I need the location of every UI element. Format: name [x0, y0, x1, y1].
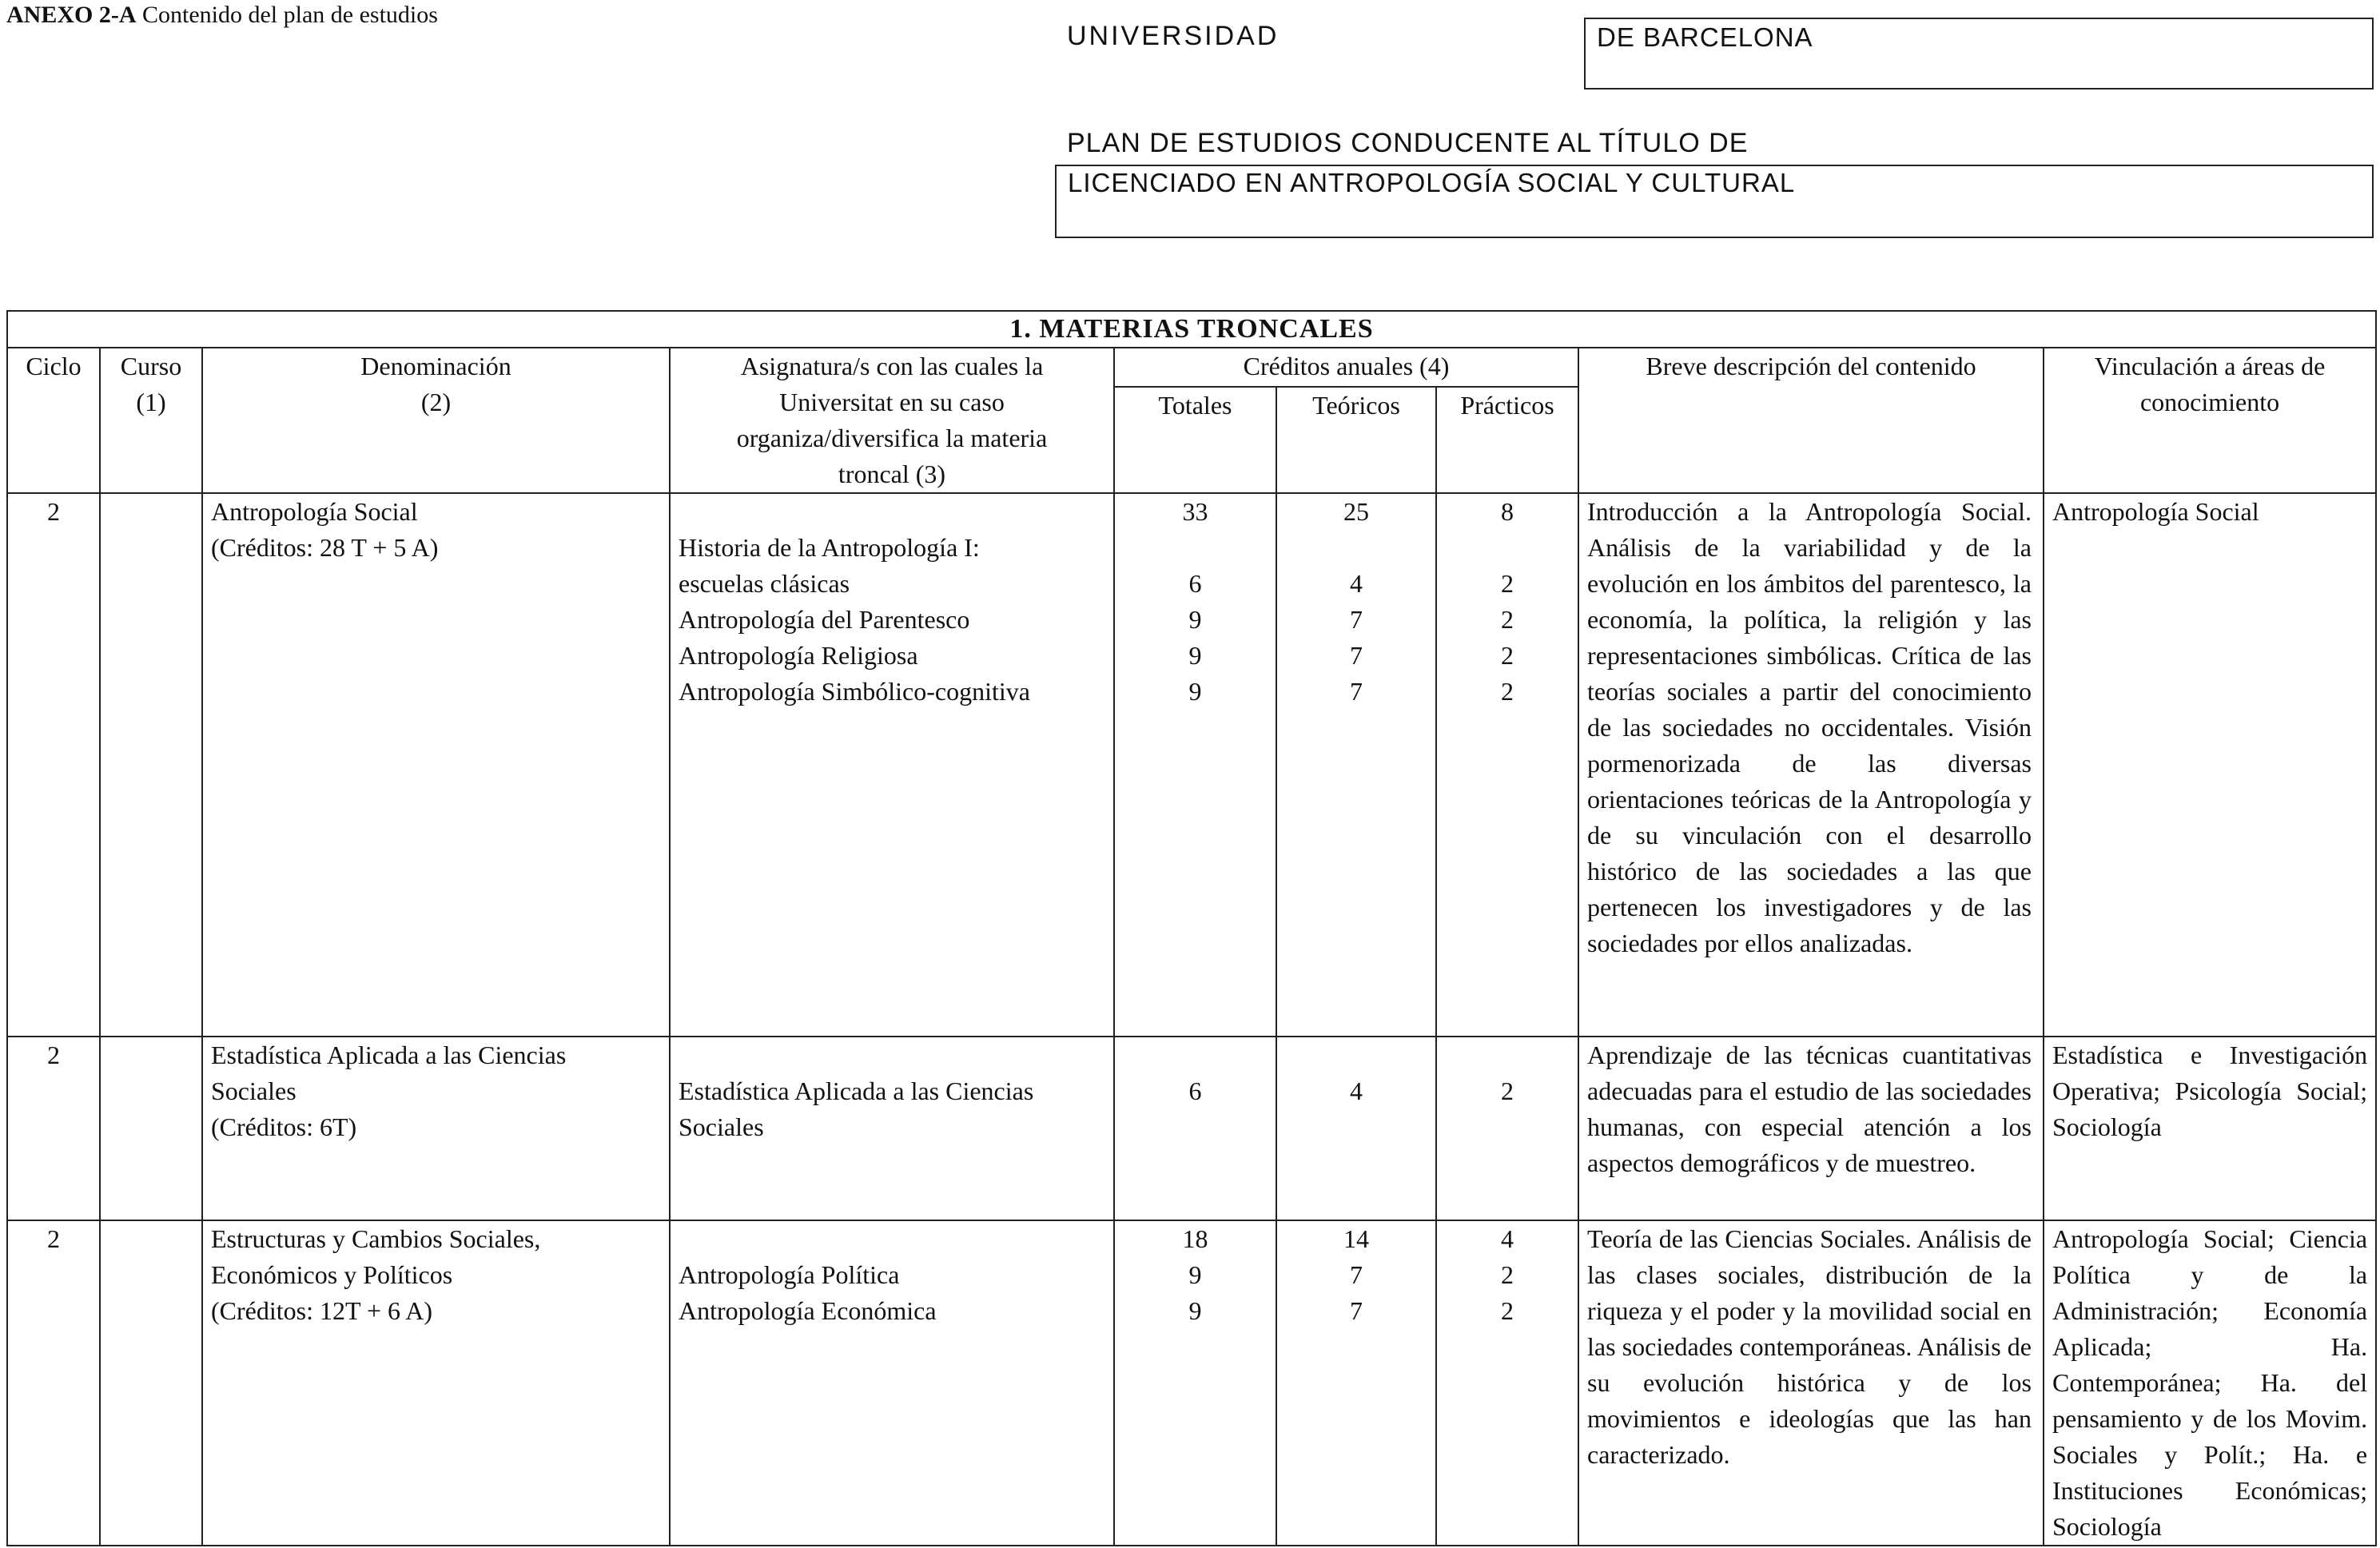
cell-ciclo: 2: [7, 1037, 100, 1220]
header-teoricos: Teóricos: [1276, 387, 1436, 493]
cell-asignaturas: Antropología Política Antropología Económica: [670, 1220, 1114, 1546]
cell-descripcion: Teoría de las Ciencias Sociales. Análisis de las clases sociales, distribución de la riqueza y el poder y la movilidad social en las sociedades contemporáneas. Análisis de su evolución histórica y de los movimientos e ideologías que las han caracterizado.: [1578, 1220, 2044, 1546]
cell-ciclo: 2: [7, 1220, 100, 1546]
table-row: [7, 1037, 2376, 1220]
annex-title: [6, 2, 438, 29]
header-curso: Curso (1): [100, 348, 202, 493]
cell-denominacion: Estructuras y Cambios Sociales, Económicos y Políticos (Créditos: 12T + 6 A): [202, 1220, 670, 1546]
header-practicos: Prácticos: [1436, 387, 1578, 493]
table-row: [7, 493, 2376, 1037]
cell-asignaturas: Estadística Aplicada a las Ciencias Sociales: [670, 1037, 1114, 1220]
troncales-table: [6, 310, 2377, 1546]
cell-practicos: 8 2 2 2 2: [1436, 493, 1578, 1037]
cell-totales: 6: [1114, 1037, 1276, 1220]
cell-practicos: 2: [1436, 1037, 1578, 1220]
table-row: [7, 1220, 2376, 1546]
cell-teoricos: 25 4 7 7 7: [1276, 493, 1436, 1037]
cell-vinculacion: Antropología Social: [2044, 493, 2376, 1037]
cell-totales: 33 6 9 9 9: [1114, 493, 1276, 1037]
degree-title-field: [1055, 165, 2374, 238]
cell-totales: 18 9 9: [1114, 1220, 1276, 1546]
header-vinculacion: Vinculación a áreas de conocimiento: [2044, 348, 2376, 493]
header-totales: Totales: [1114, 387, 1276, 493]
cell-curso: [100, 493, 202, 1037]
cell-vinculacion: Antropología Social; Ciencia Política y de la Administración; Economía Aplicada; Ha. Contemporánea; Ha. del pensamiento y de los Movim. Sociales y Polít.; Ha. e Instituciones Económicas; Sociología: [2044, 1220, 2376, 1546]
header-descripcion: Breve descripción del contenido: [1578, 348, 2044, 493]
header-asignaturas: Asignatura/s con las cuales la Universitat en su caso organiza/diversifica la materia troncal (3): [670, 348, 1114, 493]
cell-curso: [100, 1220, 202, 1546]
university-field: [1584, 18, 2374, 90]
cell-asignaturas: Historia de la Antropología I: escuelas clásicas Antropología del Parentesco Antropología Religiosa Antropología Simbólico-cognitiva: [670, 493, 1114, 1037]
cell-denominacion: Antropología Social (Créditos: 28 T + 5 A): [202, 493, 670, 1037]
cell-teoricos: 4: [1276, 1037, 1436, 1220]
annex-text: Contenido del plan de estudios: [142, 2, 438, 28]
cell-ciclo: 2: [7, 493, 100, 1037]
university-value: DE BARCELONA: [1597, 22, 1813, 52]
cell-curso: [100, 1037, 202, 1220]
university-label: UNIVERSIDAD: [1067, 21, 1280, 51]
cell-practicos: 4 2 2: [1436, 1220, 1578, 1546]
annex-code: ANEXO 2-A: [6, 2, 137, 28]
header-creditos: Créditos anuales (4): [1114, 348, 1578, 387]
cell-teoricos: 14 7 7: [1276, 1220, 1436, 1546]
section-title: 1. MATERIAS TRONCALES: [7, 311, 2376, 348]
cell-denominacion: Estadística Aplicada a las Ciencias Sociales (Créditos: 6T): [202, 1037, 670, 1220]
cell-descripcion: Aprendizaje de las técnicas cuantitativas adecuadas para el estudio de las sociedades humanas, con especial atención a los aspectos demográficos y de muestreo.: [1578, 1037, 2044, 1220]
degree-title-value: LICENCIADO EN ANTROPOLOGÍA SOCIAL Y CULTURAL: [1068, 168, 1796, 197]
header-denominacion: Denominación (2): [202, 348, 670, 493]
cell-descripcion: Introducción a la Antropología Social. Análisis de la variabilidad y de la evolución en los ámbitos del parentesco, la economía, la política, la religión y las representaciones simbólicas. Crítica de las teorías sociales a partir del conocimiento de las sociedades no occidentales. Visión pormenorizada de las diversas orientaciones teóricas de la Antropología y de su vinculación con el desarrollo histórico de las sociedades a las que pertenecen los investigadores y de las sociedades por ellos analizadas.: [1578, 493, 2044, 1037]
header-ciclo: Ciclo: [7, 348, 100, 493]
cell-vinculacion: Estadística e Investigación Operativa; Psicología Social; Sociología: [2044, 1037, 2376, 1220]
plan-label: PLAN DE ESTUDIOS CONDUCENTE AL TÍTULO DE: [1067, 128, 1749, 158]
